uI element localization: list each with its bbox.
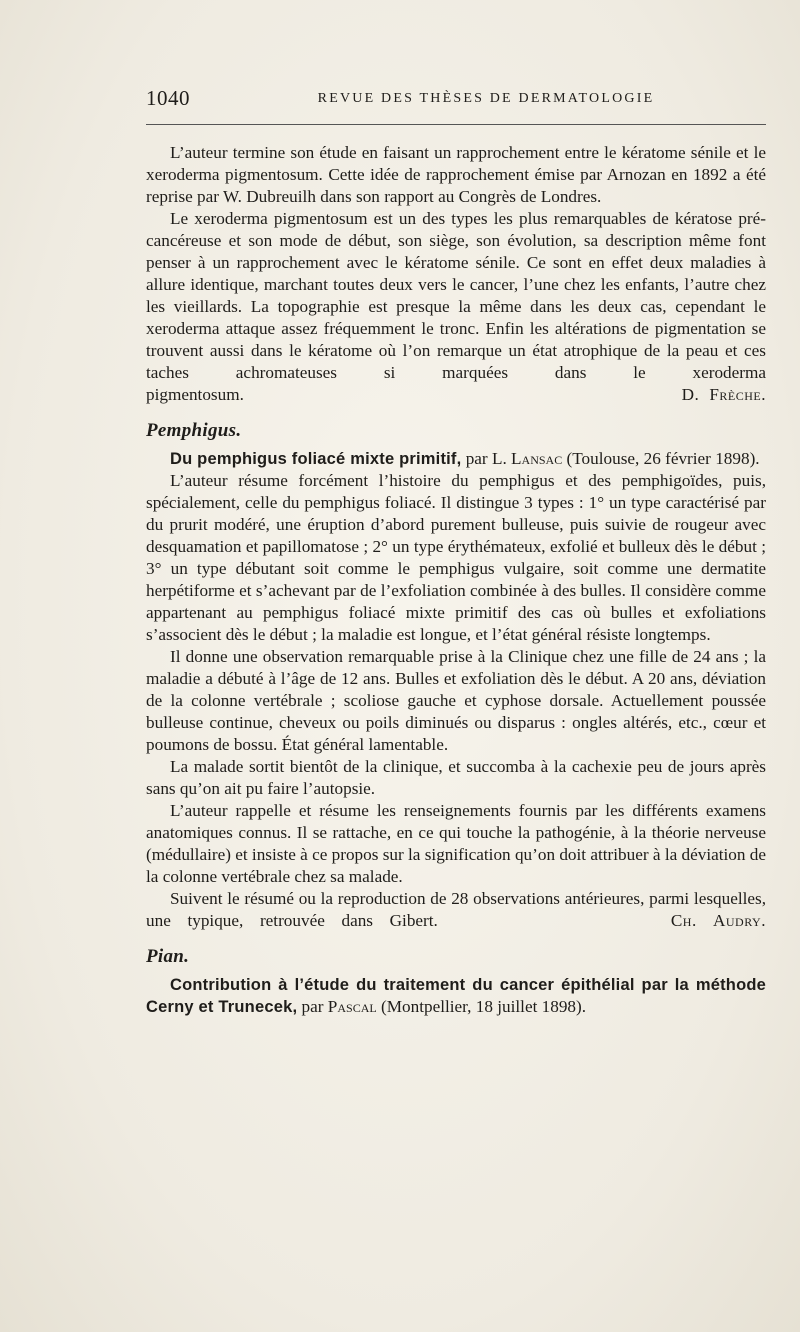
article-by: par L. (461, 449, 512, 468)
page-number: 1040 (146, 86, 190, 110)
article-title: Du pemphigus foliacé mixte primitif, (170, 450, 462, 468)
paragraph: Il donne une observation remarquable prise à la Clinique chez une fille de 24 ans ; la maladie a débuté à l’âge de 12 ans. Bulles et exfoliation dès le début. A 20 ans, déviation de la colonne vertébrale ; scoliose gauche et cyphose dorsale. Actuellement poussée bulleuse continue, cheveux ou poils diminués ou disparus : ongles altérés, etc., cœur et poumons de bossu. État général lamentable. (146, 647, 766, 754)
article-title: Contribution à l’étude du traitement du cancer épithélial par la méthode Cerny et Trunecek, (146, 976, 766, 1016)
paragraph: L’auteur rappelle et résume les renseignements fournis par les différents examens anatomiques connus. Il se rattache, en ce qui touche la pathogénie, à la théorie nerveuse (médullaire) et insiste à ce propos sur la signification qu’on doit attribuer à la déviation de la colonne vertébrale chez sa malade. (146, 801, 766, 886)
paragraph: L’auteur résume forcément l’histoire du pemphigus et des pemphigoïdes, puis, spécialement, celle du pemphigus foliacé. Il distingue 3 types : 1° un type caractérisé par du prurit modéré, une éruption d’abord purement bulleuse, puis suivie de rougeur avec desquamation et papillomatose ; 2° un type érythémateux, exfolié et bulleux dès le début ; 3° un type débutant soit comme le pemphigus vulgaire, soit comme une dermatite herpétiforme et s’achevant par de l’exfoliation combinée à des bulles. Il considère comme appartenant au pemphigus foliacé mixte primitif des cas où bulles et exfoliations s’associent dès le début ; la maladie est longue, et l’état général résiste longtemps. (146, 471, 766, 644)
running-head: REVUE DES THÈSES DE DERMATOLOGIE (317, 91, 655, 106)
article-citation (146, 448, 766, 470)
paragraph-text: Suivent le résumé ou la reproduction de 28 observations antérieures, parmi lesquelles, une typique, retrouvée dans Gibert. (146, 889, 766, 930)
article-author: Pascal (327, 997, 377, 1016)
paragraph-text: Le xeroderma pigmentosum est un des types les plus remarquables de kératose pré-cancéreuse et son mode de début, son siège, son évolution, sa description même font penser à un rapprochement avec le kératome sénile. Ce sont en effet deux maladies à allure identique, marchant toutes deux vers le cancer, l’une chez les enfants, l’autre chez les vieillards. La topographie est presque la même dans les deux cas, cependant le xeroderma attaque assez fréquemment le tronc. Enfin les altérations de pigmentation se trouvent aussi dans le kératome où l’on remarque un état atrophique de la peau et ces taches achromateuses si marquées dans le xeroderma pigmentosum. (146, 209, 766, 404)
paragraph: La malade sortit bientôt de la clinique, et succomba à la cachexie peu de jours après sans qu’on ait pu faire l’autopsie. (146, 757, 766, 798)
paragraph-with-signature (146, 888, 766, 932)
section-title: Pemphigus. (146, 420, 242, 441)
signature: Ch. Audry. (670, 911, 766, 930)
section-title: Pian. (146, 946, 190, 967)
article-rest: (Toulouse, 26 février 1898). (562, 449, 760, 468)
paragraph: L’auteur termine son étude en faisant un rapprochement entre le kératome sénile et le xeroderma pigmentosum. Cette idée de rapprochement émise par Arnozan en 1892 a été reprise par W. Dubreuilh dans son rapport au Congrès de Londres. (146, 143, 766, 206)
article-author: Lansac (511, 449, 563, 468)
page-body (146, 142, 766, 1018)
paragraph-with-signature (146, 208, 766, 406)
header-rule (146, 124, 766, 125)
article-citation (146, 974, 766, 1018)
signature: D. Frèche. (681, 385, 767, 404)
page-header (146, 86, 766, 116)
article-by: par (297, 997, 328, 1016)
article-rest: (Montpellier, 18 juillet 1898). (376, 997, 587, 1016)
